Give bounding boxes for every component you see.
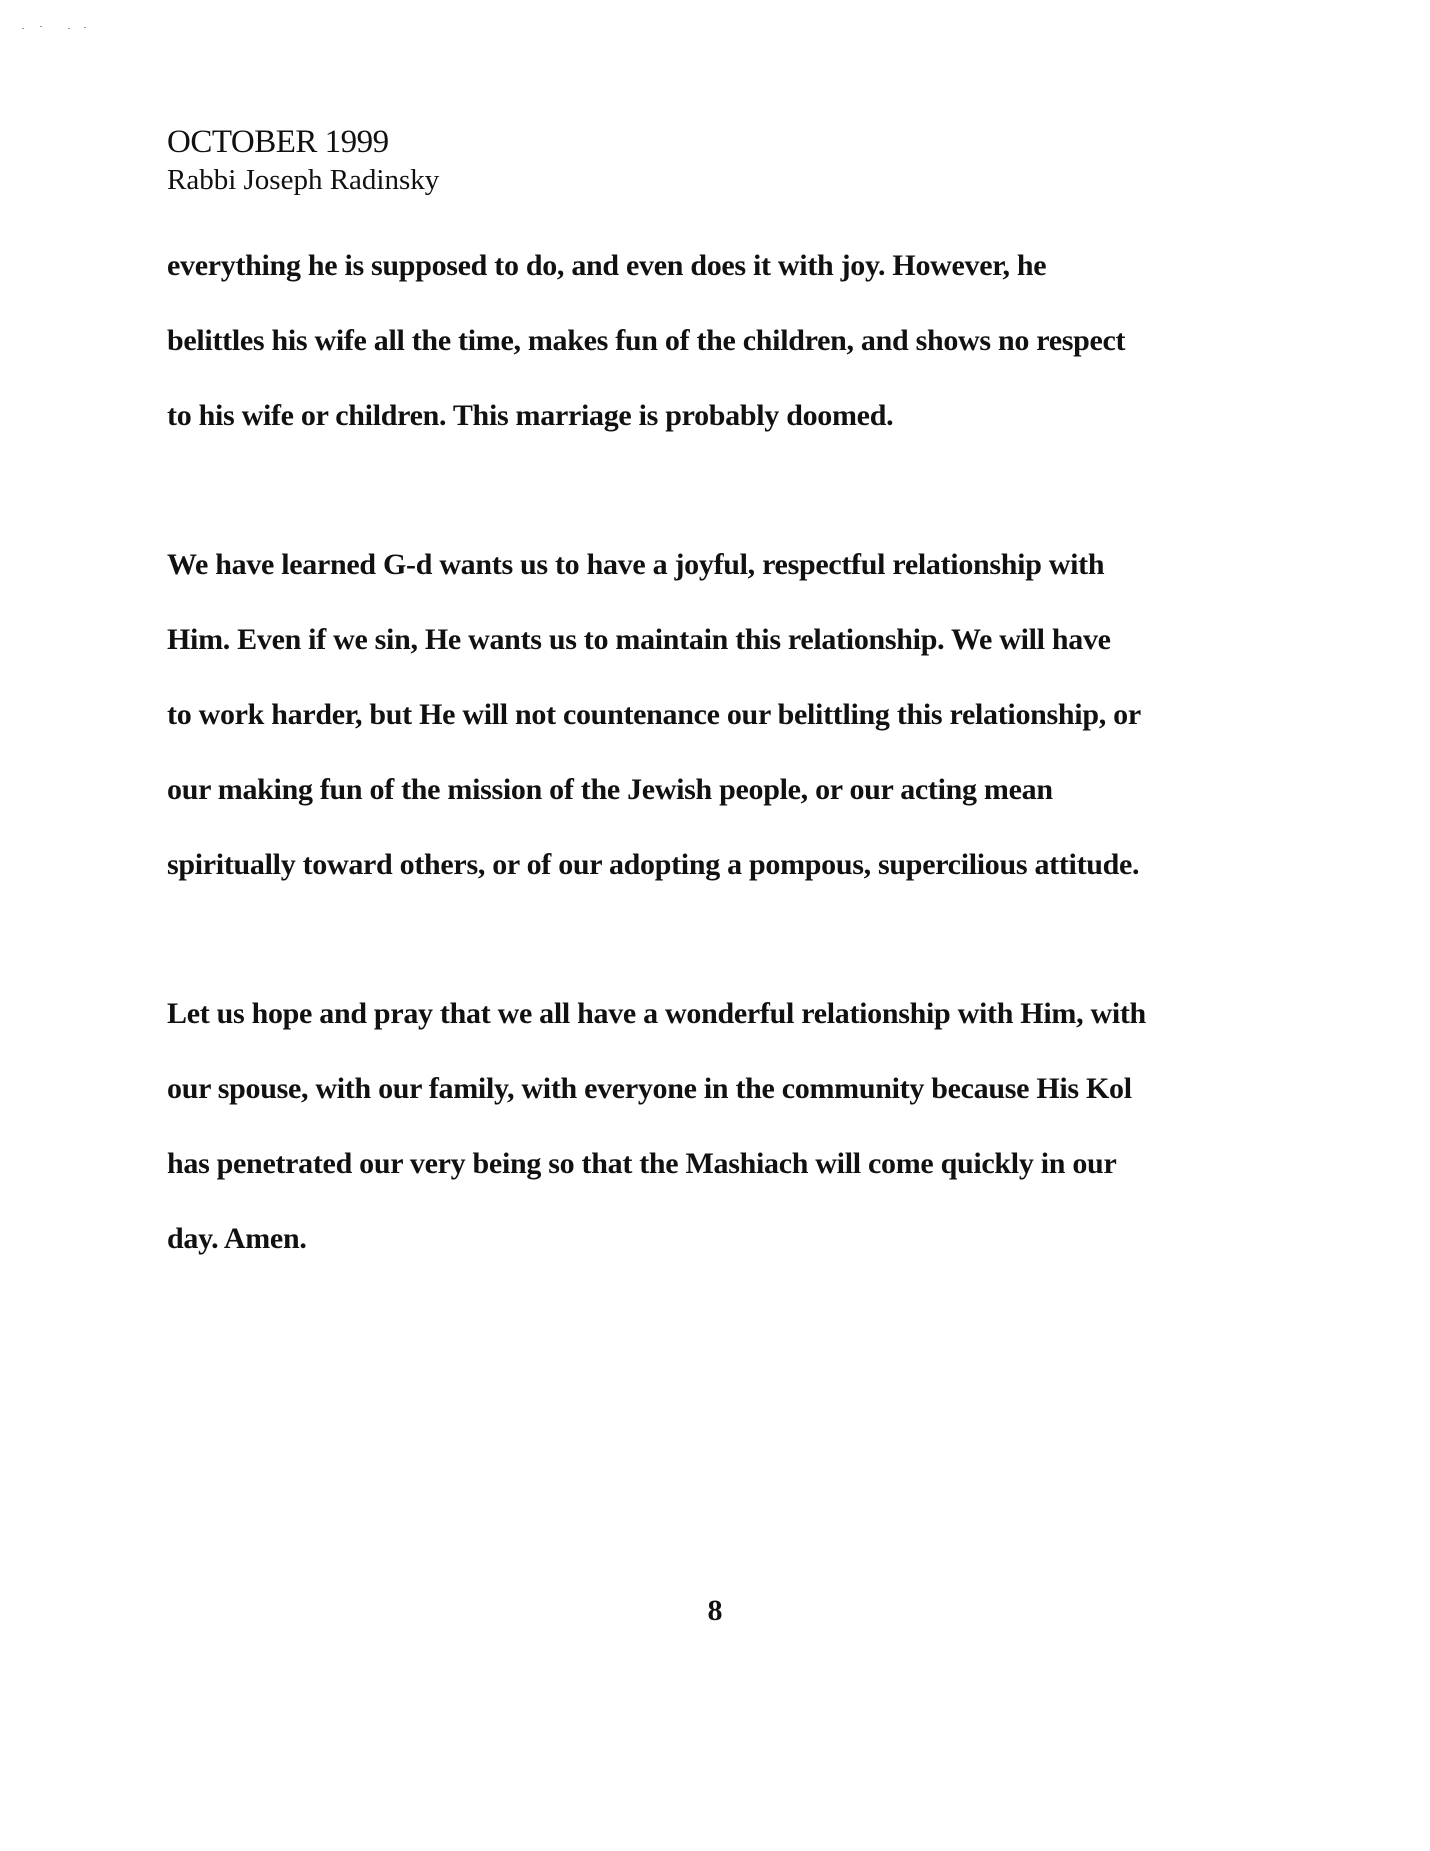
document-body	[167, 228, 1277, 1276]
text-line: everything he is supposed to do, and even does it with joy. However, he	[167, 249, 1047, 282]
header-date: OCTOBER 1999	[167, 124, 389, 160]
text-line: to his wife or children. This marriage is probably doomed.	[167, 399, 894, 432]
text-line: our spouse, with our family, with everyone in the community because His Kol	[167, 1072, 1132, 1105]
text-line: has penetrated our very being so that the Mashiach will come quickly in our	[167, 1147, 1117, 1180]
paragraph-gap	[167, 453, 1277, 527]
text-line: spiritually toward others, or of our adopting a pompous, supercilious attitude.	[167, 848, 1140, 881]
text-line: day. Amen.	[167, 1222, 307, 1255]
scan-speck	[22, 28, 24, 29]
text-line: Him. Even if we sin, He wants us to maintain this relationship. We will have	[167, 623, 1111, 656]
scan-speck	[40, 26, 42, 27]
paragraph	[167, 228, 1277, 453]
text-line: We have learned G-d wants us to have a joyful, respectful relationship with	[167, 548, 1105, 581]
paragraph	[167, 527, 1277, 902]
scan-speck	[68, 28, 70, 29]
text-line: our making fun of the mission of the Jewish people, or our acting mean	[167, 773, 1053, 806]
document-header	[167, 124, 439, 197]
text-line: belittles his wife all the time, makes fun of the children, and shows no respect	[167, 324, 1126, 357]
scan-speck	[84, 27, 86, 28]
text-line: to work harder, but He will not countenance our belittling this relationship, or	[167, 698, 1141, 731]
text-line: Let us hope and pray that we all have a wonderful relationship with Him, with	[167, 997, 1146, 1030]
page-number: 8	[707, 1594, 723, 1627]
paragraph	[167, 976, 1277, 1276]
header-author: Rabbi Joseph Radinsky	[167, 163, 440, 196]
paragraph-gap	[167, 902, 1277, 976]
